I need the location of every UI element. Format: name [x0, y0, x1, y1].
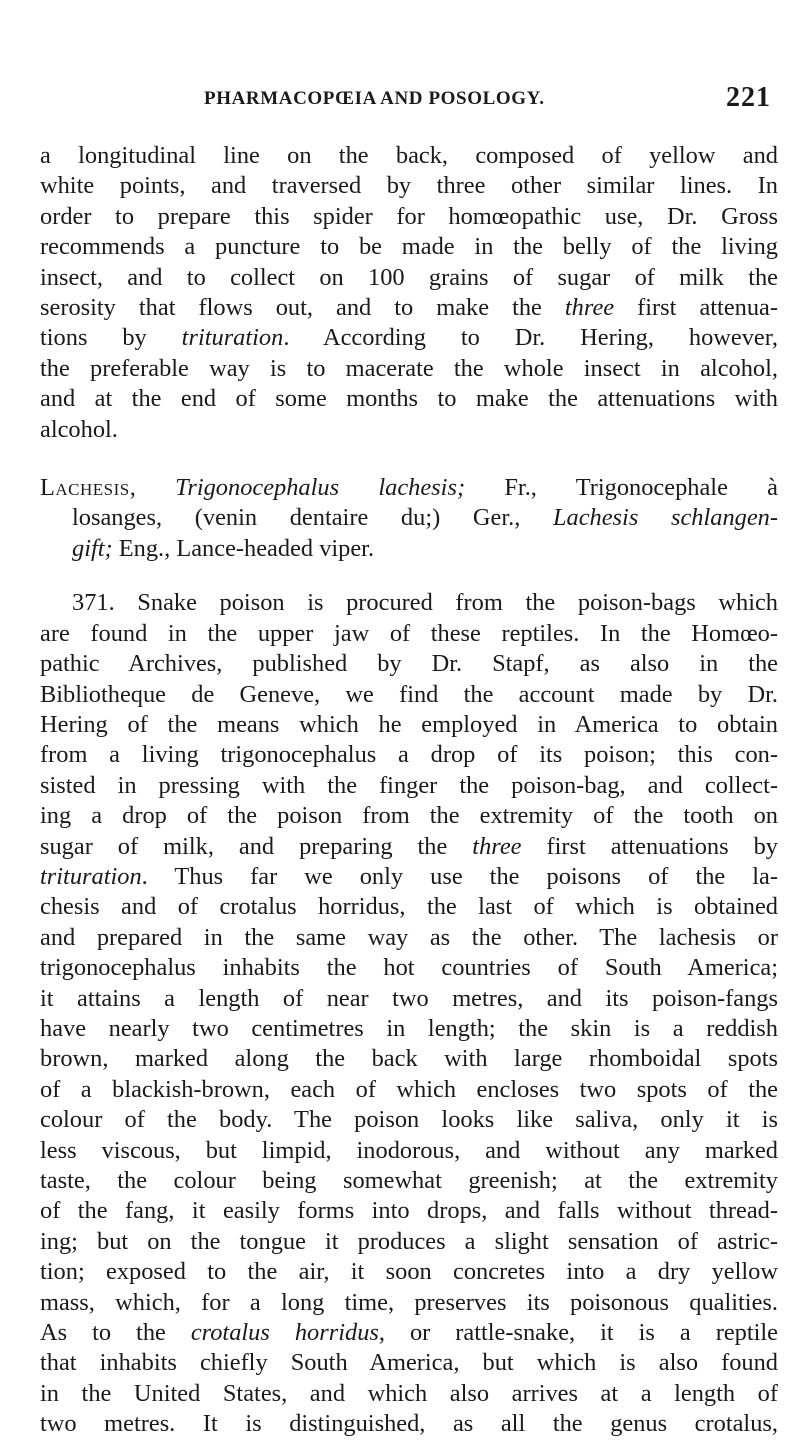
text-segment: As to the — [40, 1319, 191, 1347]
text-segment: serosity that flows out, and to make the — [40, 294, 565, 322]
emphasis-trituration: trituration — [40, 862, 142, 890]
text-line: brown, marked along the back with large rhomboidal spots — [40, 1045, 778, 1073]
lachesis-entry — [40, 473, 778, 564]
text-line: order to prepare this spider for homœopathic use, Dr. Gross — [40, 202, 778, 230]
emphasis-three: three — [564, 294, 615, 322]
text-segment: . Thus far we only use the poisons of the la- — [141, 862, 778, 890]
text-line — [40, 832, 778, 862]
text-line: less viscous, but limpid, inodorous, and without any marked — [40, 1136, 778, 1164]
text-line: trigonocephalus inhabits the hot countries of South America; — [40, 954, 778, 982]
german-name: Lachesis schlangen- — [552, 504, 778, 532]
text-line: Hering of the means which he employed in America to obtain — [40, 710, 778, 738]
text-segment: . According to Dr. Hering, however, — [283, 324, 778, 352]
text-line: that inhabits chiefly South America, but which is also found — [40, 1349, 778, 1377]
text-line: a longitudinal line on the back, composed of yellow and — [40, 142, 778, 169]
page-header — [0, 82, 801, 128]
text-line — [40, 473, 778, 503]
text-line: 371. Snake poison is procured from the poison-bags which — [72, 589, 778, 617]
text-line — [40, 862, 778, 892]
emphasis-three: three — [472, 832, 522, 860]
entry-name: Lachesis — [40, 474, 130, 502]
paragraph-371 — [40, 588, 778, 1439]
text-line — [40, 503, 778, 533]
text-segment: sugar of milk, and preparing the — [40, 832, 473, 860]
text-line: mass, which, for a long time, preserves its poisonous qualities. — [40, 1288, 778, 1316]
text-line: ing a drop of the poison from the extremity of the tooth on — [40, 802, 778, 830]
text-line: chesis and of crotalus horridus, the last of which is obtained — [40, 893, 778, 921]
french-name: Fr., Trigonocephale à — [465, 474, 778, 502]
text-line: alcohol. — [40, 415, 118, 443]
text-line — [40, 323, 778, 353]
text-line: are found in the upper jaw of these reptiles. In the Homœo- — [40, 619, 778, 647]
text-line: it attains a length of near two metres, and its poison-fangs — [40, 984, 778, 1012]
text-line: the preferable way is to macerate the whole insect in alcohol, — [40, 354, 778, 382]
text-line: of a blackish-brown, each of which encloses two spots of the — [40, 1075, 778, 1103]
text-line: white points, and traversed by three other similar lines. In — [40, 172, 778, 200]
text-line: two metres. It is distinguished, as all the genus crotalus, — [40, 1410, 778, 1438]
latin-name: Trigonocephalus lachesis; — [175, 474, 466, 502]
text-line: recommends a puncture to be made in the belly of the living — [40, 233, 778, 261]
text-line: taste, the colour being somewhat greenish; at the extremity — [40, 1167, 778, 1194]
text-line — [40, 293, 778, 323]
text-line: pathic Archives, published by Dr. Stapf, as also in the — [40, 650, 778, 678]
text-segment: , or rattle-snake, it is a reptile — [378, 1319, 778, 1347]
text-line: tion; exposed to the air, it soon concretes into a dry yellow — [40, 1258, 778, 1286]
text-segment: first attenua- — [614, 294, 779, 322]
emphasis-trituration: trituration — [181, 324, 284, 352]
text-line: ing; but on the tongue it produces a slight sensation of astric- — [40, 1227, 778, 1255]
text-line: in the United States, and which also arrives at a length of — [40, 1379, 778, 1407]
text-segment: , — [129, 474, 176, 502]
text-line: of the fang, it easily forms into drops, and falls without thread- — [40, 1197, 778, 1225]
page-number: 221 — [726, 82, 771, 113]
text-line — [40, 1318, 778, 1348]
text-line: Bibliotheque de Geneve, we find the account made by Dr. — [40, 680, 778, 708]
species-name: crotalus horridus — [190, 1319, 379, 1347]
text-line: sisted in pressing with the finger the poison-bag, and collect- — [40, 771, 778, 799]
text-line — [40, 534, 778, 564]
paragraph-spider — [40, 141, 778, 445]
text-line: and prepared in the same way as the other. The lachesis or — [40, 923, 778, 951]
text-line: have nearly two centimetres in length; the skin is a reddish — [40, 1014, 778, 1042]
text-segment: tions by — [40, 324, 182, 352]
text-segment: losanges, (venin dentaire du;) Ger., — [72, 504, 553, 532]
page-body — [40, 141, 778, 1440]
running-title: PHARMACOPŒIA AND POSOLOGY. — [204, 88, 545, 109]
text-line: colour of the body. The poison looks like saliva, only it is — [40, 1106, 778, 1134]
text-line: insect, and to collect on 100 grains of sugar of milk the — [40, 263, 778, 291]
german-name-end: gift; — [72, 534, 113, 562]
text-line: from a living trigonocephalus a drop of its poison; this con- — [40, 741, 778, 769]
text-segment: first attenuations by — [521, 832, 778, 860]
english-name: Eng., Lance-headed viper. — [112, 534, 375, 562]
text-line: and at the end of some months to make the attenuations with — [40, 385, 778, 413]
